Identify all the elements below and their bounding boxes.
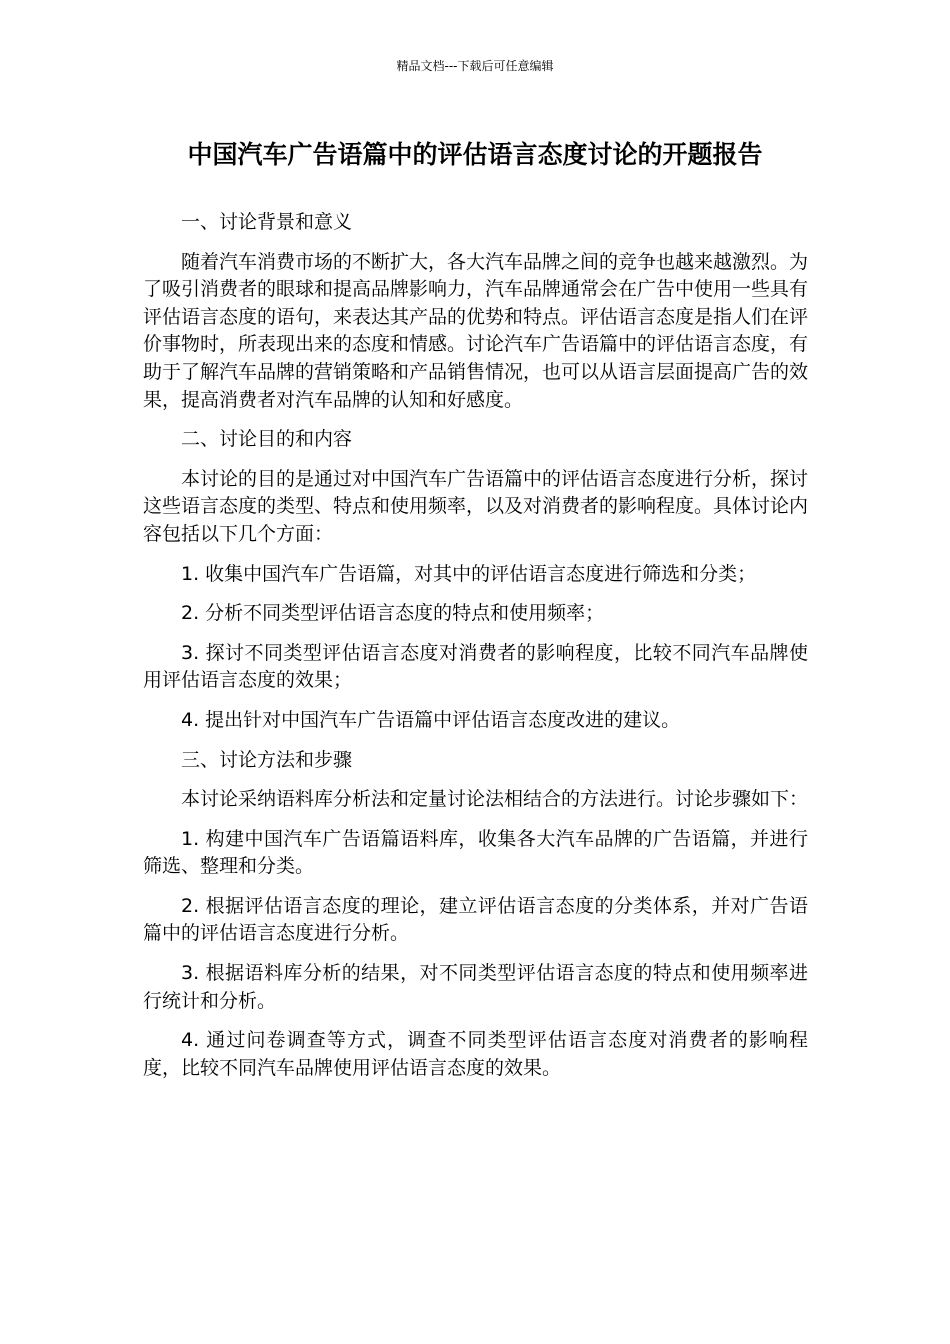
list-item: 3. 根据语料库分析的结果，对不同类型评估语言态度的特点和使用频率进行统计和分析。 (143, 962, 808, 1012)
section-heading: 二、讨论目的和内容 (181, 428, 353, 451)
list-item: 4. 通过问卷调查等方式，调查不同类型评估语言态度对消费者的影响程度，比较不同汽车品牌使用评估语言态度的效果。 (143, 1029, 808, 1079)
section-heading: 一、讨论背景和意义 (181, 211, 353, 233)
document-title: 中国汽车广告语篇中的评估语言态度讨论的开题报告 (187, 140, 763, 169)
paragraph: 随着汽车消费市场的不断扩大，各大汽车品牌之间的竞争也越来越激烈。为了吸引消费者的眼球和提高品牌影响力，汽车品牌通常会在广告中使用一些具有评估语言态度的语句，来表达其产品的优势和特点。评估语言态度是指人们在评价事物时，所表现出来的态度和情感。讨论汽车广告语篇中的评估语言态度，有助于了解汽车品牌的营销策略和产品销售情况，也可以从语言层面提高广告的效果，提高消费者对汽车品牌的认知和好感度。 (143, 250, 809, 411)
paragraph: 本讨论的目的是通过对中国汽车广告语篇中的评估语言态度进行分析，探讨这些语言态度的类型、特点和使用频率，以及对消费者的影响程度。具体讨论内容包括以下几个方面： (143, 467, 809, 545)
list-item: 1. 收集中国汽车广告语篇，对其中的评估语言态度进行筛选和分类； (181, 562, 757, 585)
list-item: 4. 提出针对中国汽车广告语篇中评估语言态度改进的建议。 (181, 708, 681, 731)
list-item: 3. 探讨不同类型评估语言态度对消费者的影响程度，比较不同汽车品牌使用评估语言态度的效果； (143, 641, 808, 692)
list-item: 1. 构建中国汽车广告语篇语料库，收集各大汽车品牌的广告语篇，并进行筛选、整理和分类。 (143, 827, 808, 878)
section-heading: 三、讨论方法和步骤 (181, 748, 353, 771)
paragraph: 本讨论采纳语料库分析法和定量讨论法相结合的方法进行。讨论步骤如下： (181, 788, 809, 811)
header-note: 精品文档---下载后可任意编辑 (396, 59, 554, 73)
list-item: 2. 根据评估语言态度的理论，建立评估语言态度的分类体系，并对广告语篇中的评估语言态度进行分析。 (143, 894, 808, 945)
document-body (143, 209, 808, 1094)
list-item: 2. 分析不同类型评估语言态度的特点和使用频率； (181, 602, 605, 625)
